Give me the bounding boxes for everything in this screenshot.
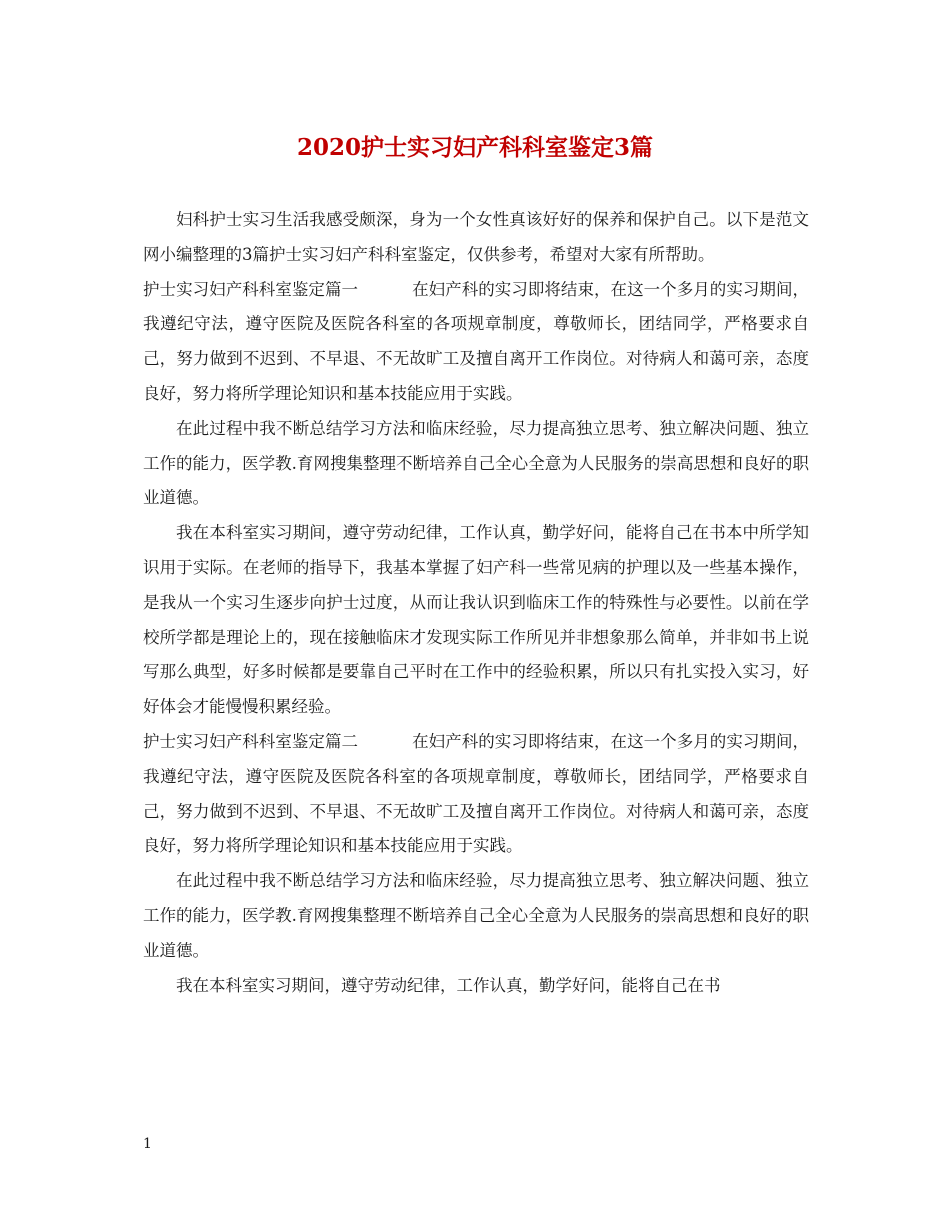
section-1-paragraph-3: 我在本科室实习期间，遵守劳动纪律，工作认真，勤学好问，能将自己在书本中所学知识用于实际。在老师的指导下，我基本掌握了妇产科一些常见病的护理以及一些基本操作，是我从一个实习生逐步向护士过度，从而让我认识到临床工作的特殊性与必要性。以前在学校所学都是理论上的，现在接触临床才发现实际工作所见并非想象那么简单，并非如书上说写那么典型，好多时候都是要靠自己平时在工作中的经验积累，所以只有扎实投入实习，好好体会才能慢慢积累经验。 [143,523,809,717]
section-2-first-text: 在妇产科的实习即将结束，在这一个多月的实习期间，我遵纪守法，遵守医院及医院各科室的各项规章制度，尊敬师长，团结同学，严格要求自己，努力做到不迟到、不早退、不无故旷工及擅自离开工作岗位。对待病人和蔼可亲，态度良好，努力将所学理论知识和基本技能应用于实践。 [143,731,810,856]
section-2-paragraph-1 [143,725,809,864]
document-title: 2020护士实习妇产科科室鉴定3篇 [296,134,654,161]
section-2-paragraph-2: 在此过程中我不断总结学习方法和临床经验，尽力提高独立思考、独立解决问题、独立工作的能力，医学教.育网搜集整理不断培养自己全心全意为人民服务的崇高思想和良好的职业道德。 [143,871,809,960]
section-1-first-text: 在妇产科的实习即将结束，在这一个多月的实习期间，我遵纪守法，遵守医院及医院各科室的各项规章制度，尊敬师长，团结同学，严格要求自己，努力做到不迟到、不早退、不无故旷工及擅自离开工作岗位。对待病人和蔼可亲，态度良好，努力将所学理论知识和基本技能应用于实践。 [143,279,810,403]
intro-paragraph: 妇科护士实习生活我感受颇深，身为一个女性真该好好的保养和保护自己。以下是范文网小编整理的3篇护士实习妇产科科室鉴定，仅供参考，希望对大家有所帮助。 [143,210,809,264]
section-2-paragraph-3: 我在本科室实习期间，遵守劳动纪律，工作认真，勤学好问，能将自己在书 [176,975,721,995]
document-body [143,203,809,1003]
section-1-paragraph-1 [143,273,809,412]
page-number: 1 [143,1136,152,1152]
section-2-heading: 护士实习妇产科科室鉴定篇二 [143,731,359,751]
section-1-paragraph-2: 在此过程中我不断总结学习方法和临床经验，尽力提高独立思考、独立解决问题、独立工作的能力，医学教.育网搜集整理不断培养自己全心全意为人民服务的崇高思想和良好的职业道德。 [143,418,809,508]
section-1-heading: 护士实习妇产科科室鉴定篇一 [143,279,359,299]
